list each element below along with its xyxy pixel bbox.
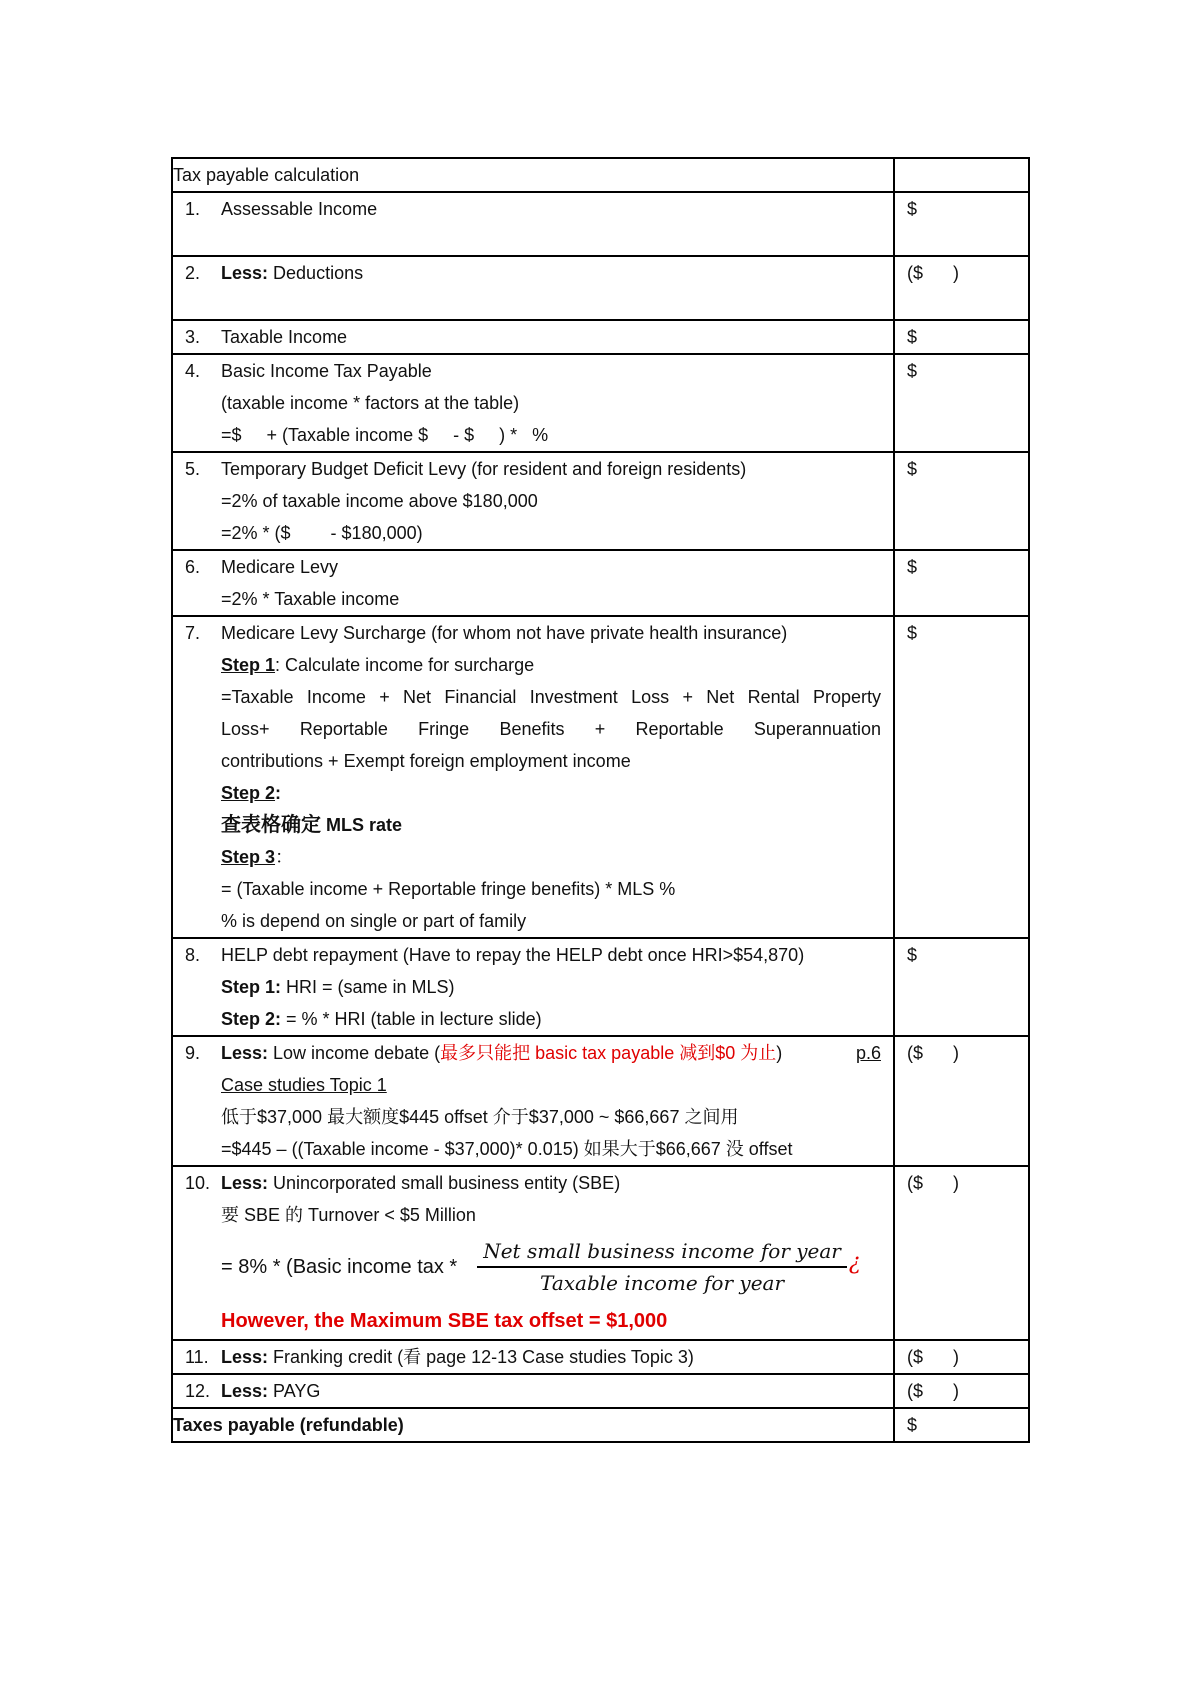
row-amount: $ [907, 327, 918, 347]
max-offset-note: However, the Maximum SBE tax offset = $1,000 [221, 1310, 668, 1332]
row-detail-line: (taxable income * factors at the table) [221, 393, 520, 413]
row-number: 7. [185, 623, 201, 643]
row-detail-line: = (Taxable income + Reportable fringe benefits) * MLS % [221, 879, 676, 899]
row-label: Basic Income Tax Payable [221, 361, 432, 381]
step-1-line: Step 1: HRI = (same in MLS) [221, 977, 455, 997]
table-title: Tax payable calculation [172, 158, 894, 192]
table-row [172, 320, 1029, 354]
step-2-line: Step 2: = % * HRI (table in lecture slide) [221, 1009, 542, 1029]
row-label: Assessable Income [221, 199, 378, 219]
row-amount: $ [907, 199, 918, 219]
row-label: Medicare Levy [221, 557, 339, 577]
row-label: Medicare Levy Surcharge (for whom not have private health insurance) [221, 623, 788, 643]
row-amount: ($ ) [907, 1347, 960, 1367]
row-prefix: Less: [221, 1043, 269, 1063]
row-amount: $ [907, 459, 918, 479]
row-amount: $ [907, 623, 918, 643]
step-1-line: Step 1: Calculate income for surcharge [221, 655, 535, 675]
row-amount: ($ ) [907, 1381, 960, 1401]
row-label: Deductions [268, 263, 364, 283]
row-number: 3. [185, 327, 201, 347]
row-number: 5. [185, 459, 201, 479]
mls-rate-line: 查表格确定 MLS rate [221, 814, 403, 836]
table-row: 9. Less: Low income debate ( 最多只能把 basic tax payable 减到$0 为止 ) p.6 Case studies Topic 1 低于$37,000 最大额度$445 offset 介于$37,000 ~ $66,667 之间用 =$445 – ((Taxable income - $37,000)* 0.015) 如果大于$66,667 没 offset ($ ) [172, 1036, 1029, 1166]
row-detail-line: =2% of taxable income above $180,000 [221, 491, 538, 511]
row-number: 8. [185, 945, 201, 965]
row-note-red: 最多只能把 basic tax payable 减到$0 为止 [440, 1043, 777, 1063]
row-number: 9. [185, 1043, 201, 1063]
table-row [172, 192, 1029, 256]
row-amount: ($ ) [907, 1173, 960, 1193]
table-header-row [172, 158, 1029, 192]
tax-payable-table [171, 157, 1030, 1443]
page-reference: p.6 [855, 1043, 881, 1063]
row-number: 11. [185, 1347, 209, 1367]
fraction-numerator: Net small business income for year [477, 1239, 847, 1268]
row-label: HELP debt repayment (Have to repay the HELP debt once HRI>$54,870) [221, 945, 805, 965]
row-number: 10. [185, 1173, 211, 1193]
case-study-reference: Case studies Topic 1 [221, 1075, 387, 1095]
row-detail-line: % is depend on single or part of family [221, 911, 527, 931]
row-number: 6. [185, 557, 201, 577]
table-footer-row [172, 1408, 1029, 1442]
step-2-line: Step 2: [221, 783, 282, 803]
table-row [172, 1166, 1029, 1340]
formula-line-justified: Loss+ Reportable Fringe Benefits + Reportable Superannuation [221, 719, 881, 739]
row-amount: $ [907, 361, 918, 381]
fraction-mark: ¿ [848, 1249, 861, 1275]
total-label: Taxes payable (refundable) [173, 1415, 404, 1435]
row-detail-line: =$445 – ((Taxable income - $37,000)* 0.015) 如果大于$66,667 没 offset [221, 1139, 793, 1159]
table-row [172, 452, 1029, 550]
row-label: Temporary Budget Deficit Levy (for resident and foreign residents) [221, 459, 747, 479]
row-number: 1. [185, 199, 201, 219]
row-detail-line: =$ + (Taxable income $ - $ ) * % [221, 425, 549, 445]
total-amount: $ [907, 1415, 918, 1435]
row-label: Unincorporated small business entity (SBE) [268, 1173, 621, 1193]
row-detail-line: =2% * ($ - $180,000) [221, 523, 423, 543]
table-row [172, 616, 1029, 938]
row-number: 4. [185, 361, 201, 381]
row-detail-line: =2% * Taxable income [221, 589, 400, 609]
amount-column-header [894, 158, 1029, 192]
table-row [172, 1374, 1029, 1408]
row-prefix: Less: [221, 1381, 269, 1401]
table-row [172, 256, 1029, 320]
table-row [172, 550, 1029, 616]
row-detail-line: 低于$37,000 最大额度$445 offset 介于$37,000 ~ $66,667 之间用 [221, 1107, 739, 1127]
fraction-denominator: Taxable income for year [540, 1271, 785, 1295]
table-row [172, 354, 1029, 452]
row-label: Franking credit (看 page 12-13 Case studies Topic 3) [268, 1347, 694, 1367]
step-3-line: Step 3： [221, 847, 294, 867]
fraction [477, 1239, 847, 1295]
row-label: Taxable Income [221, 327, 348, 347]
sbe-formula: = 8% * (Basic income tax * $\frac{\text{Net small business income for year}}{\text{Taxable income for year}}$ ¿ [221, 1239, 861, 1295]
table-row [172, 1340, 1029, 1374]
formula-line: contributions + Exempt foreign employment income [221, 751, 631, 771]
row-amount: ($ ) [907, 263, 960, 283]
table-row [172, 938, 1029, 1036]
row-amount: ($ ) [907, 1043, 960, 1063]
row-detail-line: 要 SBE 的 Turnover < $5 Million [221, 1205, 476, 1225]
row-amount: $ [907, 557, 918, 577]
row-amount: $ [907, 945, 918, 965]
row-label: PAYG [268, 1381, 321, 1401]
row-prefix: Less: [221, 1173, 269, 1193]
row-number: 2. [185, 263, 201, 283]
formula-line-justified: =Taxable Income + Net Financial Investment Loss + Net Rental Property [221, 687, 881, 707]
row-label: Low income debate ( [268, 1043, 441, 1063]
row-number: 12. [185, 1381, 211, 1401]
row-prefix: Less: [221, 1347, 269, 1367]
row-prefix: Less: [221, 263, 269, 283]
